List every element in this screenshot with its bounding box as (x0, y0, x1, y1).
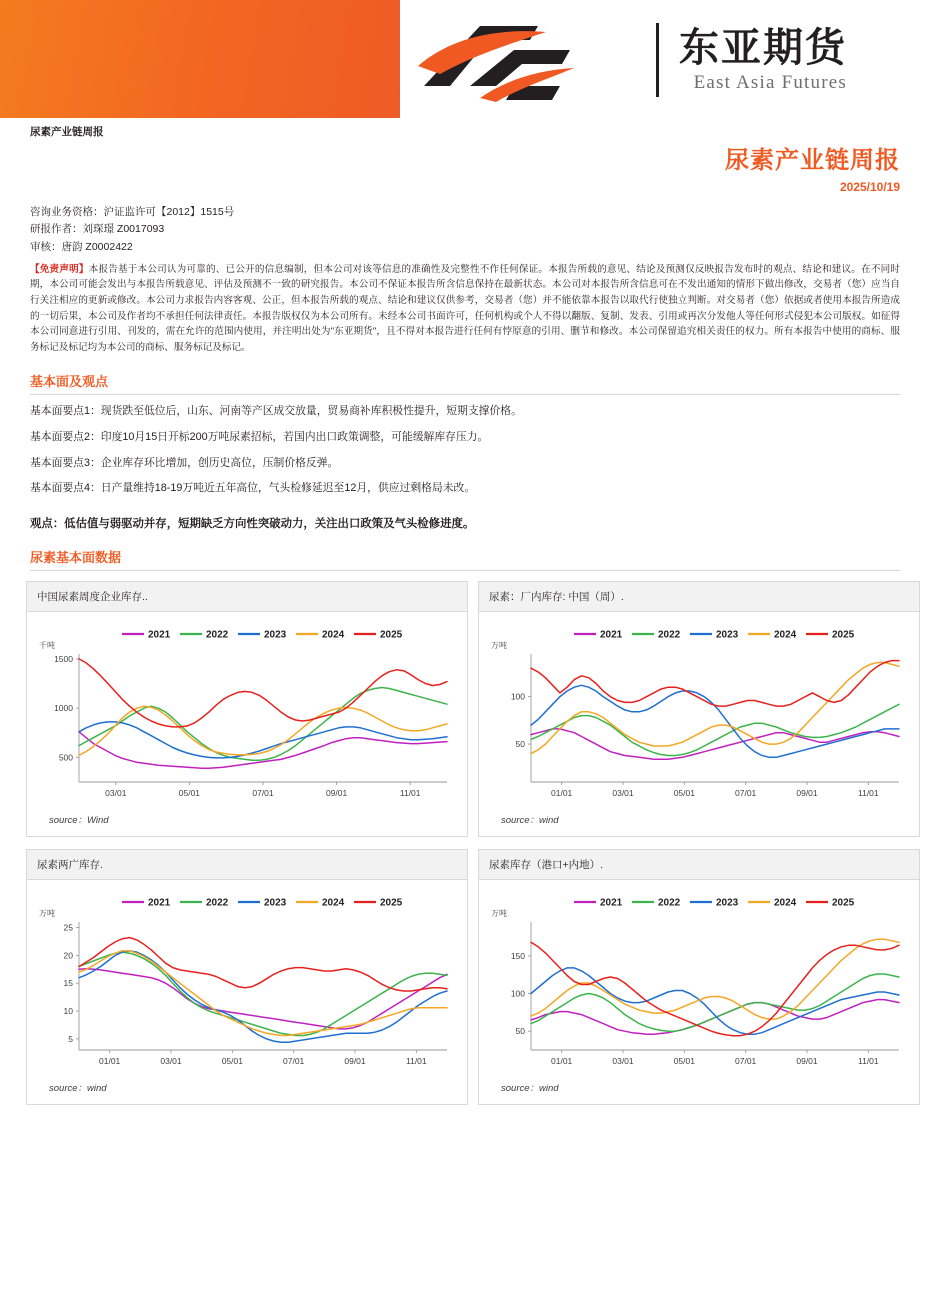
svg-text:2023: 2023 (716, 897, 739, 909)
chart-card-plant-inventory (478, 581, 920, 837)
svg-text:11/01: 11/01 (406, 1056, 427, 1067)
svg-text:2025: 2025 (380, 897, 403, 909)
chart-title: 中国尿素周度企业库存.. (27, 582, 467, 612)
svg-text:2022: 2022 (206, 629, 229, 641)
svg-text:01/01: 01/01 (551, 1056, 573, 1067)
list-item: 基本面要点3：企业库存环比增加，创历史高位，压制价格反弹。 (30, 456, 339, 469)
svg-text:2024: 2024 (322, 897, 345, 909)
svg-text:09/01: 09/01 (796, 1056, 818, 1067)
svg-text:1500: 1500 (54, 653, 73, 664)
chart-title: 尿素库存（港口+内地）. (479, 850, 919, 880)
line-chart-0 (33, 618, 461, 808)
chart-body (479, 612, 919, 810)
svg-text:万吨: 万吨 (491, 909, 507, 919)
svg-text:15: 15 (63, 978, 73, 989)
svg-text:50: 50 (515, 1026, 525, 1037)
brand-name-cn: 东亚期货 (679, 25, 847, 71)
disclaimer-tag: 【免责声明】 (30, 263, 89, 275)
chart-body (27, 612, 467, 810)
chart-source: source：wind (501, 1083, 559, 1095)
svg-text:07/01: 07/01 (283, 1056, 305, 1067)
svg-text:05/01: 05/01 (178, 788, 201, 799)
svg-text:09/01: 09/01 (796, 788, 818, 799)
header-logo-area (400, 0, 930, 118)
svg-text:50: 50 (515, 739, 525, 750)
meta-reviewer: 审核：唐韵 Z0002422 (30, 240, 133, 253)
svg-text:2021: 2021 (600, 629, 623, 641)
svg-text:150: 150 (510, 950, 525, 961)
list-item: 基本面要点2：印度10月15日开标200万吨尿素招标，若国内出口政策调整，可能缓解库存压力。 (30, 430, 489, 443)
svg-text:05/01: 05/01 (673, 788, 695, 799)
section-heading-fundamentals: 基本面及观点 (30, 371, 900, 395)
svg-text:20: 20 (63, 950, 73, 961)
chart-grid (26, 581, 904, 1105)
svg-text:500: 500 (58, 752, 73, 763)
meta-license: 咨询业务资格：沪证监许可【2012】1515号 (30, 206, 235, 218)
svg-text:2025: 2025 (832, 629, 855, 641)
svg-text:5: 5 (68, 1033, 73, 1044)
svg-text:11/01: 11/01 (858, 788, 879, 799)
svg-text:2021: 2021 (148, 897, 171, 909)
svg-text:2025: 2025 (380, 629, 403, 641)
brand-logo (410, 14, 847, 106)
chart-source: source：wind (49, 1083, 107, 1095)
svg-text:05/01: 05/01 (673, 1056, 695, 1067)
title-block (0, 118, 930, 194)
header-report-label: 尿素产业链周报 (30, 126, 104, 138)
svg-text:2021: 2021 (600, 897, 623, 909)
svg-text:2023: 2023 (264, 897, 287, 909)
chart-title: 尿素两广库存. (27, 850, 467, 880)
svg-text:万吨: 万吨 (491, 641, 507, 651)
svg-text:2021: 2021 (148, 629, 171, 641)
svg-text:03/01: 03/01 (105, 788, 127, 799)
svg-text:01/01: 01/01 (551, 788, 573, 799)
svg-text:2023: 2023 (264, 629, 287, 641)
disclaimer-text: 本报告基于本公司认为可靠的、已公开的信息编制，但本公司对该等信息的准确性及完整性不作任何保证。本报告所载的意见、结论及预测仅反映报告发布时的观点、结论和建议。在不同时期，本公司可能会发出与本报告所载意见、评估及预测不一致的研究报告。本公司不保证本报告所含信息保持在最新状态。本公司对本报告所含信息可在不发出通知的情形下做出修改，交易者（您）应当自行关注相应的更新或修改。本公司力求报告内容客观、公正，但本报告所载的观点、结论和建议仅供参考，交易者（您）并不能依靠本报告以取代行使独立判断。对交易者（您）依据或者使用本报告所造成的一切后果，本公司及作者均不承担任何法律责任。本报告版权仅为本公司所有。未经本公司书面许可，任何机构或个人不得以翻版、复制、发表、引用或再次分发他人等任何形式侵犯本公司版权。如征得本公司同意进行引用、刊发的，需在允许的范围内使用，并注明出处为"东亚期货"，且不得对本报告进行任何有悖原意的引用、删节和修改。本公司保留追究相关责任的权力。所有本报告中使用的商标、服务标记及标记均为本公司的商标、服务标记及标记。 (30, 263, 901, 353)
svg-text:2022: 2022 (658, 629, 681, 641)
chart-source: source：Wind (49, 815, 109, 827)
svg-text:2024: 2024 (774, 629, 797, 641)
svg-text:11/01: 11/01 (399, 788, 421, 799)
svg-text:03/01: 03/01 (612, 1056, 634, 1067)
list-item: 基本面要点4：日产量维持18-19万吨近五年高位，气头检修延迟至12月，供应过剩格局未改。 (30, 482, 476, 495)
page-title: 尿素产业链周报 (725, 146, 900, 174)
svg-text:10: 10 (63, 1006, 73, 1017)
svg-text:2022: 2022 (206, 897, 229, 909)
page-header (0, 0, 930, 138)
meta-author: 研报作者：刘琛璟 Z0017093 (30, 223, 165, 236)
fundamentals-bullets (30, 403, 900, 497)
svg-text:2025: 2025 (832, 897, 855, 909)
brand-name-en: East Asia Futures (693, 72, 847, 93)
line-chart-3 (485, 886, 913, 1076)
disclaimer (30, 262, 900, 355)
svg-text:11/01: 11/01 (858, 1056, 879, 1067)
list-item: 基本面要点1：现货跌至低位后，山东、河南等产区成交放量，贸易商补库积极性提升，短期支撑价格。 (30, 405, 522, 418)
svg-text:05/01: 05/01 (221, 1056, 243, 1067)
chart-title: 尿素：厂内库存: 中国（周）. (479, 582, 919, 612)
svg-text:07/01: 07/01 (735, 1056, 757, 1067)
svg-text:2022: 2022 (658, 897, 681, 909)
svg-text:03/01: 03/01 (612, 788, 634, 799)
svg-text:01/01: 01/01 (99, 1056, 121, 1067)
svg-text:100: 100 (510, 988, 525, 999)
line-chart-1 (485, 618, 913, 808)
svg-text:2024: 2024 (322, 629, 345, 641)
svg-text:09/01: 09/01 (325, 788, 348, 799)
chart-card-lianguang-inventory (26, 849, 468, 1105)
viewpoint-text: 观点：低估值与弱驱动并存，短期缺乏方向性突破动力，关注出口政策及气头检修进度。 (30, 518, 475, 531)
eaf-logo-icon (410, 14, 650, 106)
svg-text:1000: 1000 (54, 703, 73, 714)
svg-text:万吨: 万吨 (39, 909, 55, 919)
svg-text:2024: 2024 (774, 897, 797, 909)
svg-text:2023: 2023 (716, 629, 739, 641)
svg-text:100: 100 (510, 691, 525, 702)
chart-card-enterprise-inventory (26, 581, 468, 837)
svg-text:千吨: 千吨 (39, 641, 55, 651)
chart-body (479, 880, 919, 1078)
logo-divider (656, 23, 659, 97)
line-chart-2 (33, 886, 461, 1076)
svg-text:03/01: 03/01 (160, 1056, 182, 1067)
report-meta (30, 204, 900, 256)
svg-text:07/01: 07/01 (735, 788, 757, 799)
svg-text:07/01: 07/01 (252, 788, 274, 799)
chart-card-total-inventory (478, 849, 920, 1105)
header-orange-band (0, 0, 400, 118)
report-date: 2025/10/19 (839, 180, 900, 194)
svg-text:09/01: 09/01 (344, 1056, 366, 1067)
chart-body (27, 880, 467, 1078)
section-heading-data: 尿素基本面数据 (30, 547, 900, 571)
svg-text:25: 25 (63, 922, 73, 933)
chart-source: source：wind (501, 815, 559, 827)
